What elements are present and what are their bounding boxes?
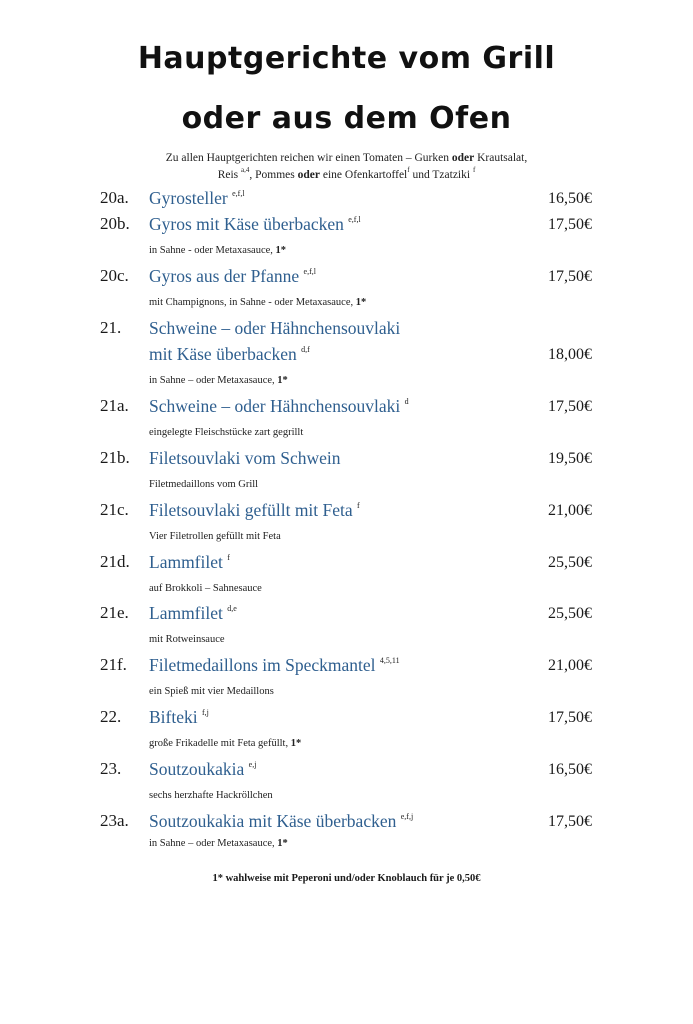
- footnote-marker: 1*: [290, 738, 302, 749]
- item-name: [149, 188, 245, 209]
- allergen-superscript: f: [472, 166, 476, 174]
- item-price: 21,00€: [548, 502, 592, 519]
- item-name-text: Bifteki: [149, 707, 198, 727]
- item-description: [149, 686, 274, 697]
- allergen-superscript: e,f,j: [400, 812, 414, 821]
- item-number: 22.: [100, 707, 122, 726]
- item-name-text: Schweine – oder Hähnchensouvlaki: [149, 396, 401, 416]
- item-price: 19,50€: [548, 450, 592, 467]
- footnote-marker: 1*: [355, 297, 367, 308]
- item-name-text: Gyrosteller: [149, 188, 228, 208]
- allergen-superscript: f: [407, 166, 410, 174]
- item-name-text: Gyros mit Käse überbacken: [149, 214, 344, 234]
- item-name-text: Lammfilet: [149, 603, 223, 623]
- allergen-superscript: e,f,l: [348, 215, 361, 224]
- item-name: [149, 214, 361, 235]
- intro-bold-oder: oder: [297, 169, 320, 181]
- item-number: 20a.: [100, 188, 129, 207]
- item-price: 16,50€: [548, 190, 592, 207]
- item-number: 21e.: [100, 603, 129, 622]
- footnote: 1* wahlweise mit Peperoni und/oder Knoblauch für je 0,50€: [212, 873, 481, 884]
- item-number: 21f.: [100, 655, 127, 674]
- item-price: 17,50€: [548, 268, 592, 285]
- item-price: 25,50€: [548, 605, 592, 622]
- item-description-text: große Frikadelle mit Feta gefüllt,: [149, 738, 291, 749]
- item-name-text: Soutzoukakia: [149, 759, 245, 779]
- item-name: [149, 448, 341, 469]
- item-price: 17,50€: [548, 216, 592, 233]
- footnote-marker: 1*: [275, 245, 287, 256]
- item-price: 17,50€: [548, 813, 592, 830]
- allergen-superscript: d: [404, 397, 409, 406]
- item-description-text: in Sahne – oder Metaxasauce,: [149, 838, 278, 849]
- item-price: 21,00€: [548, 657, 592, 674]
- item-description: [149, 790, 273, 801]
- item-name: [149, 552, 230, 573]
- item-name: [149, 266, 316, 287]
- item-name: [149, 811, 413, 832]
- title-line-1: Hauptgerichte vom Grill: [137, 41, 556, 76]
- item-name-text: Lammfilet: [149, 552, 223, 572]
- item-number: 21a.: [100, 396, 129, 415]
- item-name-text: Filetsouvlaki vom Schwein: [149, 448, 341, 468]
- item-name: [149, 707, 209, 728]
- allergen-superscript: d,e: [227, 604, 237, 613]
- allergen-superscript: 4,5,11: [379, 656, 400, 665]
- item-price: 25,50€: [548, 554, 592, 571]
- footnote-marker: 1*: [277, 375, 288, 386]
- item-description-text: mit Champignons, in Sahne - oder Metaxasauce,: [149, 297, 356, 308]
- intro-text: Zu allen Hauptgerichten reichen wir einen Tomaten – Gurken: [165, 152, 452, 164]
- intro-text: Reis: [217, 169, 242, 181]
- allergen-superscript: e,f,l: [303, 267, 316, 276]
- item-description-text: in Sahne – oder Metaxasauce,: [149, 375, 278, 386]
- item-number: 21b.: [100, 448, 130, 467]
- intro-text: eine Ofenkartoffel: [319, 169, 408, 181]
- item-description: [149, 531, 281, 542]
- intro-text: und Tzatziki: [409, 169, 473, 181]
- item-description: [149, 838, 288, 849]
- item-number: 21c.: [100, 500, 129, 519]
- item-description-text: Vier Filetrollen gefüllt mit Feta: [149, 531, 281, 542]
- item-price: 16,50€: [548, 761, 592, 778]
- intro-text: Krautsalat,: [474, 152, 528, 164]
- item-name: [149, 396, 409, 417]
- item-description: [149, 738, 301, 749]
- item-description: [149, 479, 258, 490]
- item-name: [149, 500, 360, 521]
- allergen-superscript: f,j: [201, 708, 209, 717]
- allergen-superscript: d,f: [301, 345, 310, 354]
- item-name: [149, 318, 400, 339]
- item-name-text: mit Käse überbacken: [149, 344, 297, 364]
- item-number: 21.: [100, 318, 122, 337]
- title-line-2: oder aus dem Ofen: [181, 101, 512, 136]
- item-price: 18,00€: [548, 346, 592, 363]
- item-name-text: Gyros aus der Pfanne: [149, 266, 300, 286]
- allergen-superscript: f: [357, 501, 360, 510]
- item-description: [149, 245, 286, 256]
- item-description: [149, 427, 303, 438]
- item-name: [149, 759, 256, 780]
- item-number: 23a.: [100, 811, 129, 830]
- allergen-superscript: a,4: [241, 166, 250, 174]
- footnote-marker: 1*: [277, 838, 288, 849]
- allergen-superscript: e,f,l: [232, 189, 245, 198]
- item-number: 23.: [100, 759, 122, 778]
- item-name-line-2: [149, 344, 310, 365]
- item-price: 17,50€: [548, 709, 592, 726]
- item-number: 20b.: [100, 214, 130, 233]
- item-description-text: sechs herzhafte Hackröllchen: [149, 790, 273, 801]
- intro-line-1: [0, 150, 693, 167]
- item-number: 21d.: [100, 552, 130, 571]
- item-description: [149, 297, 366, 308]
- item-name-text: Soutzoukakia mit Käse überbacken: [149, 811, 397, 831]
- allergen-superscript: e,j: [248, 760, 257, 769]
- item-name-text: Filetmedaillons im Speckmantel: [149, 655, 376, 675]
- item-description: [149, 375, 288, 386]
- item-number: 20c.: [100, 266, 129, 285]
- item-description: [149, 634, 225, 645]
- allergen-superscript: f: [227, 553, 230, 562]
- item-description-text: in Sahne - oder Metaxasauce,: [149, 245, 276, 256]
- intro-text: , Pommes: [249, 169, 298, 181]
- intro-bold-oder: oder: [451, 152, 475, 164]
- item-name: [149, 655, 400, 676]
- item-description-text: ein Spieß mit vier Medaillons: [149, 686, 274, 697]
- item-description-text: Filetmedaillons vom Grill: [149, 479, 259, 490]
- item-price: 17,50€: [548, 398, 592, 415]
- item-name-text: Schweine – oder Hähnchensouvlaki: [149, 318, 401, 338]
- item-description: [149, 583, 262, 594]
- item-description-text: eingelegte Fleischstücke zart gegrillt: [149, 427, 304, 438]
- item-description-text: auf Brokkoli – Sahnesauce: [149, 583, 262, 594]
- item-name-text: Filetsouvlaki gefüllt mit Feta: [149, 500, 353, 520]
- item-description-text: mit Rotweinsauce: [149, 634, 225, 645]
- item-name: [149, 603, 237, 624]
- intro-line-2: [0, 167, 693, 184]
